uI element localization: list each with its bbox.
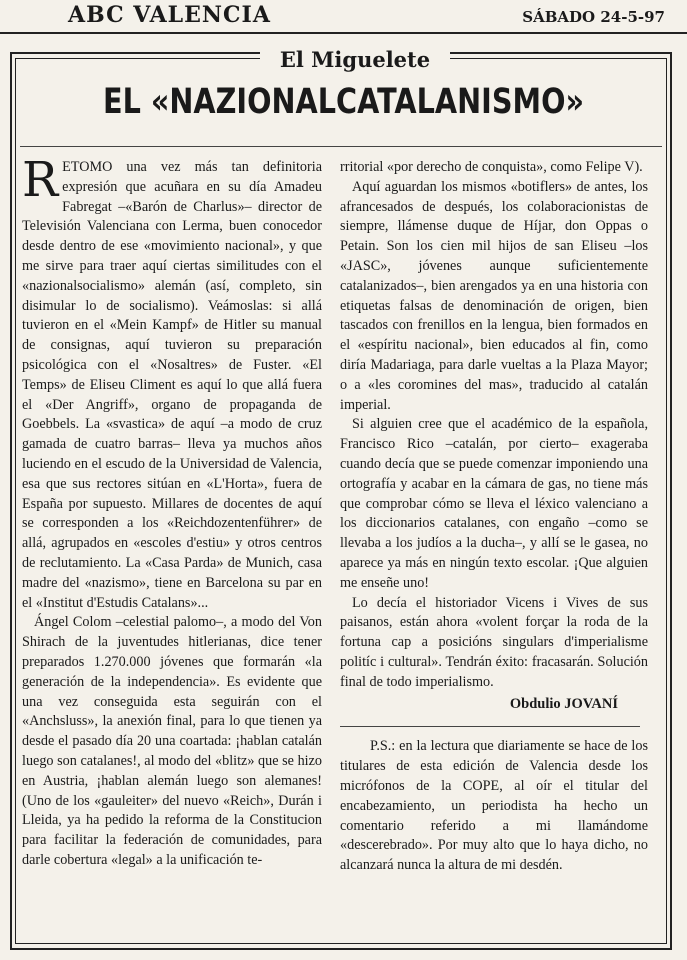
paragraph-text: ETOMO una vez más tan definitoria expresión que acuñara en su día Amadeu Fabregat –«Barón de Charlus»– director de Televisión Valenciana con Lerma, buen conocedor desde dentro de ese «movimiento nacional», y que me sirve para traer aquí ciertas similitudes con el «nazionalsocialismo» alemán (así, completo, sin disimular lo de socialismo). Veámoslas: si allá tuvieron en el «Mein Kampf» de Hitler su manual de consignas, aquí tuvieron su preparación psicológica con el «Nosaltres» de Fuster. «El Temps» de Eliseu Climent es aquí lo que allá fuera el «Der Angriff», organo de propaganda de Goebbels. La «svastica» de aquí –a modo de cruz gamada de cuatro barras– lleva ya muchos años luciendo en el escudo de la Universidad de Valencia, esa que sus rectores sitúan en «L'Horta», fuera de España por supuesto. Millares de docentes de aquí se corresponden a los «Reichdozentenführer» de allá, agrupados en «escoles d'estiu» y otros centros de reclutamiento. La «Casa Parda» de Munich, casa madre del «nazismo», tiene en Barcelona su par en el «Institut d'Estudis Catalans»... <box>22 159 322 611</box>
paragraph: Aquí aguardan los mismos «botiflers» de antes, los afrancesados de después, los colaboracionistas de siempre, llámense duque de Híjar, don Oppas o Petain. Son los cien mil hijos de san Eliseu –los «JASC», jóvenes aunque suficientemente catalanizados–, bien arengados ya en una historia con etiquetas falsas de denominación de origen, bien tascados con frenillos en la lengua, bien formados en el «espíritu nacional», bien educados al fin, como diría Madariaga, para darle vueltas a la Plaza Mayor; o a «les coromines del mas», traducido al catalán imperial. <box>340 178 648 413</box>
masthead-rule <box>0 32 687 34</box>
article-column-right <box>340 158 648 876</box>
masthead <box>0 0 687 34</box>
article-column-left <box>22 152 322 871</box>
author-signature: Obdulio JOVANÍ <box>509 695 618 712</box>
paragraph: Si alguien cree que el académico de la española, Francisco Rico –catalán, por cierto– exageraba cuando decía que se puede comenzar imponiendo una ortografía y acabar en la cámara de gas, no tiene más que comprobar cómo se lleva el léxico valenciano a los diccionarios catalanes, con engaño –como se llevaba a los judíos a la ducha–, y allí se le gasea, no aparece ya más en ningún texto escolar. ¡Que alguien me enseñe uno! <box>340 416 648 591</box>
drop-cap: R <box>22 152 59 208</box>
headline-rule <box>20 146 662 147</box>
postscript-divider <box>340 726 640 727</box>
paragraph: rritorial «por derecho de conquista», como Felipe V). <box>340 159 643 175</box>
paragraph: Ángel Colom –celestial palomo–, a modo del Von Shirach de la juventudes hitlerianas, dice tener preparados 1.270.000 jóvenes que formarán «la generación de la independencia». Es evidente que una vez conseguida esta seguirán con el «Anchsluss», la anexión final, para lo que tienen ya desde el pasado día 20 una coartada: ¡hablan catalán luego son catalanes!, al modo del «blitz» que se hizo en Austria, ¡hablan alemán luego son alemanes! (Uno de los «gauleiter» del nuevo «Reich», Durán i Lleida, ya ha pedido la reforma de la Constitucion para facilitar la federación de comunidades, para darle cobertura «legal» a la unificación te- <box>22 614 322 868</box>
postscript: P.S.: en la lectura que diariamente se hace de los titulares de esta edición de Valencia desde los micrófonos de la COPE, al oír el titular del encabezamiento, un periodista ha hecho un comentario referido a mi llamándome «descerebrado». Por muy alto que lo haya dicho, no alcanzará nunca la altura de mi desdén. <box>340 738 648 874</box>
issue-date: SÁBADO 24-5-97 <box>522 8 665 26</box>
newspaper-name: ABC VALENCIA <box>68 2 271 28</box>
section-label: El Miguelete <box>279 47 431 72</box>
headline: EL «NAZIONALCATALANISMO» <box>102 82 585 122</box>
paragraph: Lo decía el historiador Vicens i Vives de sus paisanos, están ahora «volent forçar la roda de la fortuna cap a posicións singulars d'imperialisme politíc i cultural». Tendrán éxito: fracasarán. Solución final de todo imperialismo. <box>340 594 648 690</box>
paragraph <box>22 152 322 613</box>
